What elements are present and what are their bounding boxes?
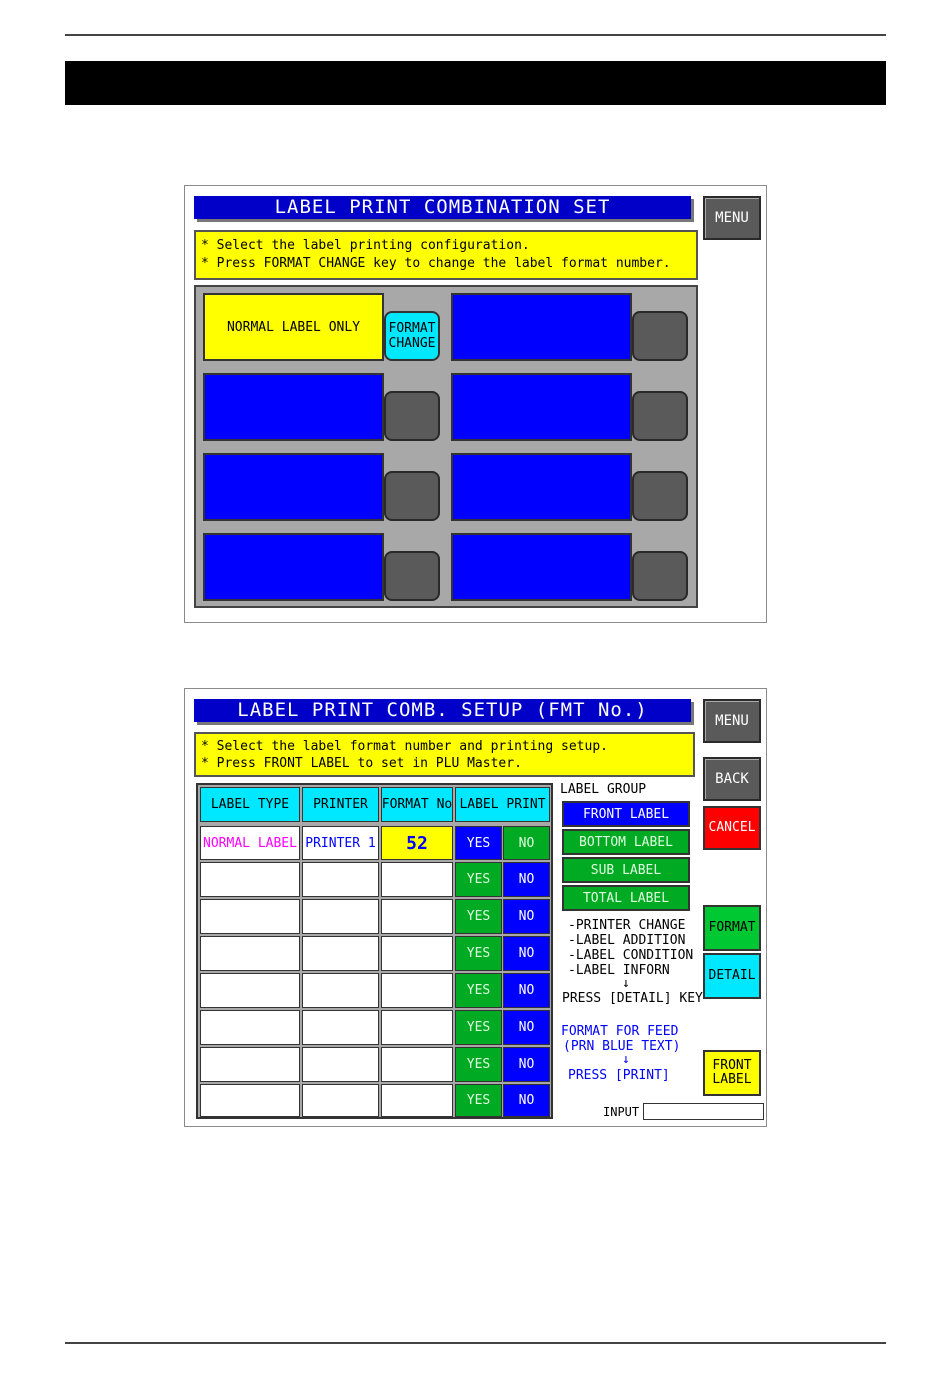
table-cell[interactable]	[381, 899, 453, 934]
row1-yes-toggle[interactable]: YES	[455, 826, 502, 860]
back-button[interactable]: BACK	[703, 757, 761, 801]
row3-no-toggle[interactable]: NO	[503, 899, 550, 934]
feed-format-line1: FORMAT FOR FEED	[561, 1024, 679, 1039]
total-label-group-button[interactable]: TOTAL LABEL	[562, 885, 690, 911]
table-cell[interactable]	[381, 1010, 453, 1045]
instruction-line: * Press FRONT LABEL to set in PLU Master.	[201, 756, 522, 771]
table-cell[interactable]	[302, 1047, 379, 1082]
row2-no-toggle[interactable]: NO	[503, 862, 550, 897]
label-slot-3[interactable]	[203, 373, 384, 441]
label-slot-5-button[interactable]	[384, 471, 440, 521]
table-cell[interactable]	[200, 1010, 300, 1045]
instruction-line: * Select the label printing configuration.	[201, 238, 530, 253]
detail-button[interactable]: DETAIL	[703, 953, 761, 999]
label-format-table	[196, 783, 553, 1119]
section-header-bar	[65, 61, 886, 105]
top-rule	[65, 34, 886, 36]
label-group-title: LABEL GROUP	[560, 782, 647, 797]
table-cell[interactable]	[302, 1084, 379, 1117]
header-printer: PRINTER	[302, 787, 379, 822]
format-change-line1: FORMAT	[388, 321, 436, 336]
input-label: INPUT	[603, 1105, 640, 1119]
table-cell[interactable]	[200, 973, 300, 1008]
instruction-line: * Select the label format number and printing setup.	[201, 739, 608, 754]
screen1-menu-button[interactable]: MENU	[703, 196, 761, 240]
label-slot-5[interactable]	[203, 453, 384, 521]
row5-no-toggle[interactable]: NO	[503, 973, 550, 1008]
screen2-menu-button[interactable]: MENU	[703, 699, 761, 743]
label-slots-panel	[194, 285, 698, 608]
row1-no-toggle[interactable]: NO	[503, 826, 550, 860]
bottom-rule	[65, 1342, 886, 1344]
screen2-title: LABEL PRINT COMB. SETUP (FMT No.)	[194, 699, 691, 722]
detail-item: -LABEL INFORN	[568, 963, 670, 978]
label-slot-7[interactable]	[203, 533, 384, 601]
table-cell[interactable]	[381, 936, 453, 971]
row2-yes-toggle[interactable]: YES	[455, 862, 502, 897]
front-label-button[interactable]	[703, 1050, 761, 1096]
table-cell[interactable]	[302, 936, 379, 971]
table-cell[interactable]	[302, 862, 379, 897]
table-cell[interactable]	[200, 1084, 300, 1117]
table-cell[interactable]	[302, 973, 379, 1008]
down-arrow-icon: ↓	[622, 1052, 630, 1067]
front-label-group-button[interactable]: FRONT LABEL	[562, 801, 690, 827]
row6-yes-toggle[interactable]: YES	[455, 1010, 502, 1045]
screen-label-print-comb-setup	[184, 688, 767, 1127]
label-slot-3-button[interactable]	[384, 391, 440, 441]
label-slot-1[interactable]: NORMAL LABEL ONLY	[203, 293, 384, 361]
row1-format-no[interactable]: 52	[381, 826, 453, 860]
label-slot-2-button[interactable]	[632, 311, 688, 361]
detail-item: -LABEL ADDITION	[568, 933, 686, 948]
table-cell[interactable]	[381, 973, 453, 1008]
table-cell[interactable]	[302, 899, 379, 934]
input-field[interactable]	[643, 1103, 764, 1120]
feed-format-line2: (PRN BLUE TEXT)	[563, 1039, 681, 1054]
sub-label-group-button[interactable]: SUB LABEL	[562, 857, 690, 883]
table-cell[interactable]	[200, 899, 300, 934]
row6-no-toggle[interactable]: NO	[503, 1010, 550, 1045]
row7-no-toggle[interactable]: NO	[503, 1047, 550, 1082]
table-cell[interactable]	[381, 1047, 453, 1082]
format-change-button[interactable]	[384, 311, 440, 361]
detail-item: -LABEL CONDITION	[568, 948, 694, 963]
label-slot-4-button[interactable]	[632, 391, 688, 441]
table-cell[interactable]	[200, 1047, 300, 1082]
row8-yes-toggle[interactable]: YES	[455, 1084, 502, 1117]
label-slot-6[interactable]	[451, 453, 632, 521]
screen-label-print-combination-set	[184, 185, 767, 623]
row5-yes-toggle[interactable]: YES	[455, 973, 502, 1008]
row4-yes-toggle[interactable]: YES	[455, 936, 502, 971]
detail-item: -PRINTER CHANGE	[568, 918, 686, 933]
table-cell[interactable]	[381, 862, 453, 897]
label-slot-2[interactable]	[451, 293, 632, 361]
label-slot-8[interactable]	[451, 533, 632, 601]
row8-no-toggle[interactable]: NO	[503, 1084, 550, 1117]
header-label-type: LABEL TYPE	[200, 787, 300, 822]
format-change-line2: CHANGE	[388, 336, 436, 351]
label-slot-7-button[interactable]	[384, 551, 440, 601]
screen2-instructions	[194, 732, 695, 777]
row7-yes-toggle[interactable]: YES	[455, 1047, 502, 1082]
press-print-text: PRESS [PRINT]	[568, 1068, 670, 1083]
instruction-line: * Press FORMAT CHANGE key to change the label format number.	[201, 256, 671, 271]
table-cell[interactable]	[200, 862, 300, 897]
bottom-label-group-button[interactable]: BOTTOM LABEL	[562, 829, 690, 855]
press-detail-text: PRESS [DETAIL] KEY	[562, 991, 703, 1006]
table-cell[interactable]	[302, 1010, 379, 1045]
format-button[interactable]: FORMAT	[703, 905, 761, 951]
cancel-button[interactable]: CANCEL	[703, 806, 761, 850]
table-cell[interactable]	[200, 936, 300, 971]
screen1-title: LABEL PRINT COMBINATION SET	[194, 196, 691, 219]
row1-printer[interactable]: PRINTER 1	[302, 826, 379, 860]
label-slot-4[interactable]	[451, 373, 632, 441]
label-slot-8-button[interactable]	[632, 551, 688, 601]
row3-yes-toggle[interactable]: YES	[455, 899, 502, 934]
table-cell[interactable]	[381, 1084, 453, 1117]
label-slot-6-button[interactable]	[632, 471, 688, 521]
front-label-line2: LABEL	[712, 1072, 752, 1087]
front-label-line1: FRONT	[712, 1058, 752, 1073]
row4-no-toggle[interactable]: NO	[503, 936, 550, 971]
header-format-no: FORMAT No	[381, 787, 453, 822]
header-label-print: LABEL PRINT	[455, 787, 550, 822]
row1-label-type[interactable]: NORMAL LABEL	[200, 826, 300, 860]
down-arrow-icon: ↓	[622, 976, 630, 991]
screen1-instructions	[194, 230, 698, 280]
